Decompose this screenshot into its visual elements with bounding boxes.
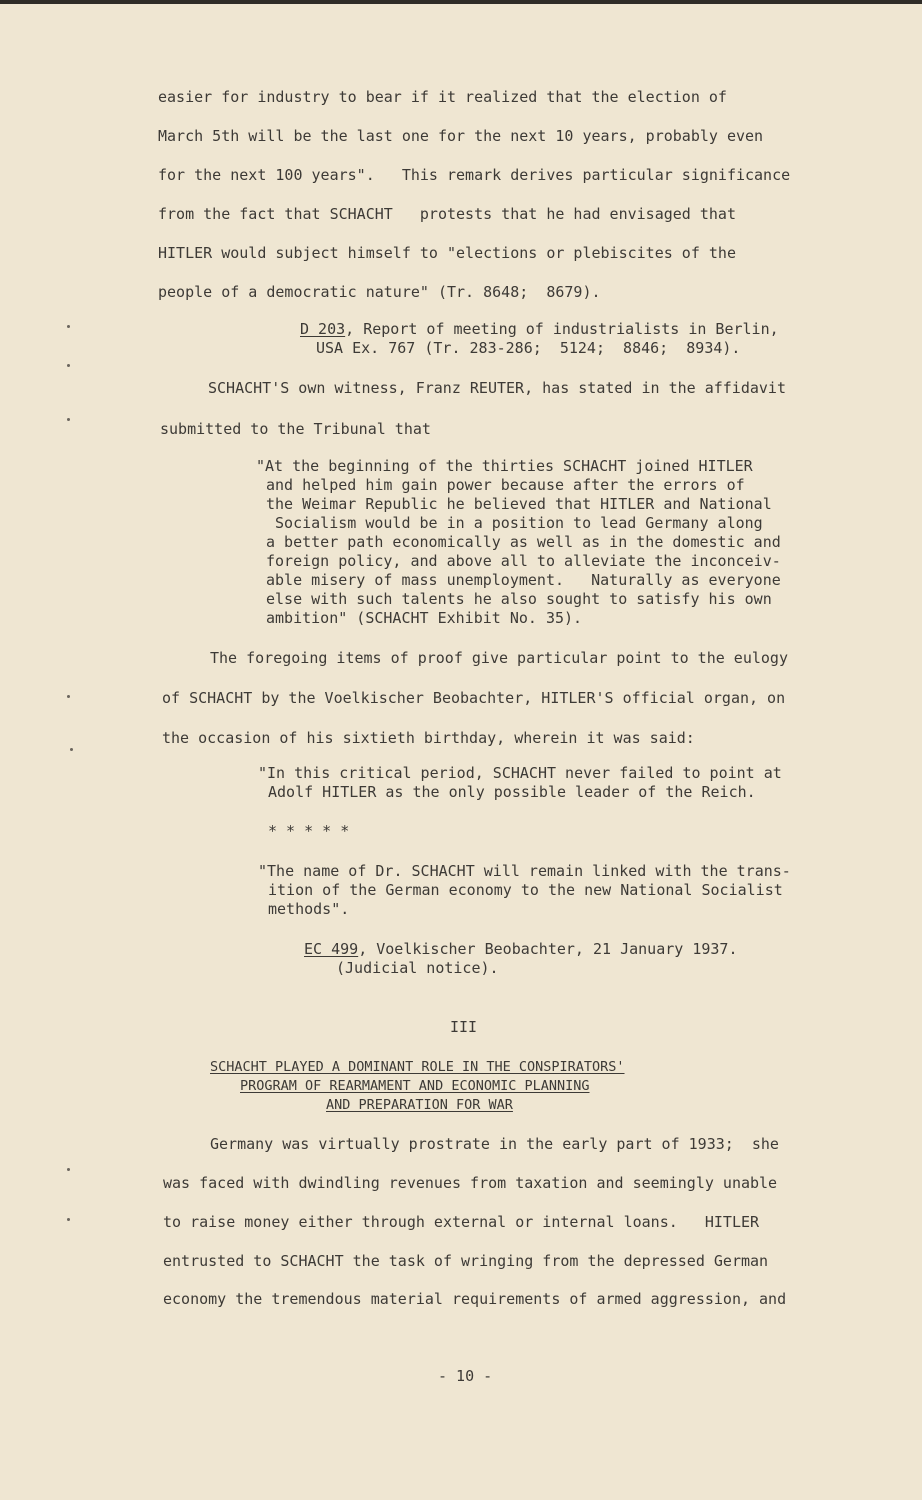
- paragraph-4-line: Germany was virtually prostrate in the early part of 1933; she: [210, 1135, 779, 1153]
- quote-1-line: "At the beginning of the thirties SCHACHT joined HITLER: [256, 457, 753, 475]
- asterisks-separator: * * * * *: [268, 822, 350, 840]
- citation-2-text: , Voelkischer Beobachter, 21 January 1937.: [358, 940, 738, 958]
- paragraph-4-line: to raise money either through external or internal loans. HITLER: [163, 1213, 760, 1231]
- page-number: - 10 -: [438, 1367, 493, 1385]
- citation-1: [300, 320, 779, 338]
- quote-1-line: Socialism would be in a position to lead Germany along: [266, 514, 763, 532]
- margin-mark: [67, 695, 70, 698]
- quote-1-line: ambition" (SCHACHT Exhibit No. 35).: [266, 609, 583, 627]
- paragraph-1-line: for the next 100 years". This remark derives particular significance: [158, 166, 791, 184]
- paragraph-3-line: The foregoing items of proof give particular point to the eulogy: [210, 649, 788, 667]
- margin-mark: [67, 418, 70, 421]
- citation-1-text: , Report of meeting of industrialists in Berlin,: [345, 320, 779, 338]
- paragraph-1-line: March 5th will be the last one for the next 10 years, probably even: [158, 127, 764, 145]
- citation-2-doc: EC 499: [304, 940, 359, 958]
- page-top-edge: [0, 0, 922, 4]
- quote-3-line: "The name of Dr. SCHACHT will remain linked with the trans-: [258, 862, 791, 880]
- paragraph-1-line: HITLER would subject himself to "elections or plebiscites of the: [158, 244, 736, 262]
- paragraph-2-line: submitted to the Tribunal that: [160, 420, 431, 438]
- quote-1-line: the Weimar Republic he believed that HITLER and National: [266, 495, 772, 513]
- citation-1-doc: D 203: [300, 320, 346, 338]
- margin-mark: [70, 748, 73, 751]
- quote-1-line: able misery of mass unemployment. Naturally as everyone: [266, 571, 781, 589]
- paragraph-3-line: of SCHACHT by the Voelkischer Beobachter, HITLER'S official organ, on: [162, 689, 786, 707]
- quote-2-line: Adolf HITLER as the only possible leader of the Reich.: [268, 783, 756, 801]
- paragraph-1-line: people of a democratic nature" (Tr. 8648; 8679).: [158, 283, 601, 301]
- margin-mark: [67, 325, 70, 328]
- paragraph-1-line: easier for industry to bear if it realized that the election of: [158, 88, 727, 106]
- citation-2-line-2: (Judicial notice).: [336, 959, 499, 977]
- citation-2: [304, 940, 737, 958]
- margin-mark: [67, 364, 70, 367]
- paragraph-3-line: the occasion of his sixtieth birthday, wherein it was said:: [162, 729, 695, 747]
- paragraph-4-line: entrusted to SCHACHT the task of wringing from the depressed German: [163, 1252, 769, 1270]
- margin-mark: [67, 1218, 70, 1221]
- paragraph-1-line: from the fact that SCHACHT protests that he had envisaged that: [158, 205, 736, 223]
- quote-2-line: "In this critical period, SCHACHT never failed to point at: [258, 764, 782, 782]
- paragraph-4-line: was faced with dwindling revenues from taxation and seemingly unable: [163, 1174, 778, 1192]
- section-heading-line: PROGRAM OF REARMAMENT AND ECONOMIC PLANNING: [240, 1078, 590, 1094]
- quote-1-line: a better path economically as well as in the domestic and: [266, 533, 781, 551]
- margin-mark: [67, 1168, 70, 1171]
- section-heading-line: SCHACHT PLAYED A DOMINANT ROLE IN THE CONSPIRATORS': [210, 1059, 625, 1075]
- quote-1-line: and helped him gain power because after the errors of: [266, 476, 745, 494]
- quote-3-line: methods".: [268, 900, 350, 918]
- section-heading-line: AND PREPARATION FOR WAR: [326, 1097, 513, 1113]
- paragraph-2-line: SCHACHT'S own witness, Franz REUTER, has stated in the affidavit: [208, 379, 786, 397]
- quote-1-line: else with such talents he also sought to satisfy his own: [266, 590, 772, 608]
- quote-1-line: foreign policy, and above all to alleviate the inconceiv-: [266, 552, 781, 570]
- quote-3-line: ition of the German economy to the new National Socialist: [268, 881, 783, 899]
- citation-1-line-2: USA Ex. 767 (Tr. 283-286; 5124; 8846; 8934).: [316, 339, 741, 357]
- paragraph-4-line: economy the tremendous material requirements of armed aggression, and: [163, 1290, 787, 1308]
- section-number: III: [450, 1018, 478, 1036]
